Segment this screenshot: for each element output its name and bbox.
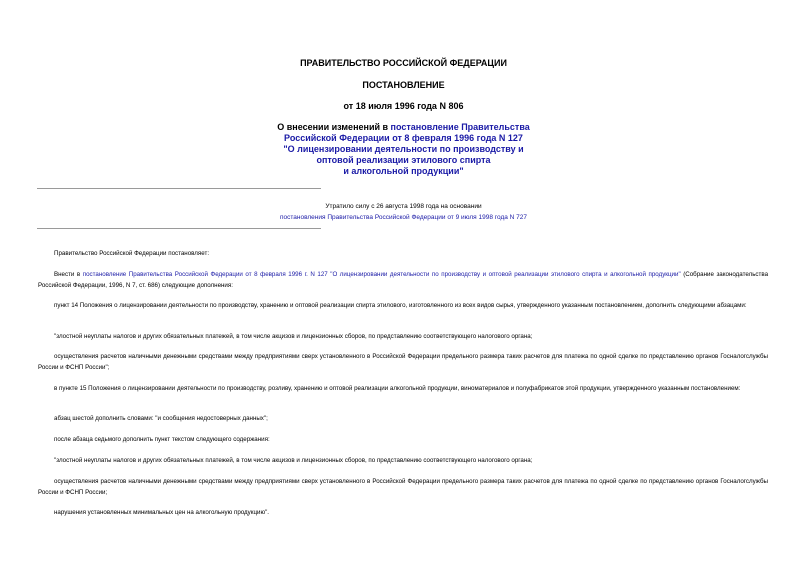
title-link-line-5[interactable]: и алкогольной продукции" xyxy=(343,166,464,176)
title-link-line-1[interactable]: постановление Правительства xyxy=(390,122,530,132)
government-heading: ПРАВИТЕЛЬСТВО РОССИЙСКОЙ ФЕДЕРАЦИИ xyxy=(300,58,507,68)
paragraph-2-link[interactable]: постановление Правительства Российской Федерации от 8 февраля 1996 г. N 127 "О лицензировании деятельности по производству и оптовой реализации этилового спирта и алкогольной продукции" xyxy=(82,271,681,278)
title-link-line-2[interactable]: Российской Федерации от 8 февраля 1996 года N 127 xyxy=(284,133,523,143)
paragraph-2-suffix: (Собрание законодательства Российской Федерации, 1996, N 7, ст. 686) следующие дополнения: xyxy=(38,271,769,289)
divider-top xyxy=(37,188,321,189)
paragraph-4: "злостной неуплаты налогов и других обязательных платежей, в том числе акцизов и лицензионных сборов, по представлению соответствующего налогового органа; xyxy=(54,333,533,340)
paragraph-9: "злостной неуплаты налогов и других обязательных платежей, в том числе акцизов и лицензионных сборов, по представлению соответствующего налогового органа; xyxy=(54,457,533,464)
title-prefix: О внесении изменений в xyxy=(277,122,391,132)
paragraph-5: осуществления расчетов наличными денежными средствами между предприятиями сверх установленного в Российской Федерации предельного размера таких расчетов для платежа по одной сделке по представлению органов Госналогслужбы России и ФСНП России"; xyxy=(38,353,768,371)
paragraph-7: абзац шестой дополнить словами: "и сообщения недостоверных данных"; xyxy=(54,415,268,422)
paragraph-11: нарушения установленных минимальных цен на алкогольную продукцию". xyxy=(54,509,270,516)
repeal-note-link[interactable]: постановления Правительства Российской Федерации от 9 июля 1998 года N 727 xyxy=(279,214,528,221)
paragraph-2-prefix: Внести в xyxy=(54,271,83,278)
document-type: ПОСТАНОВЛЕНИЕ xyxy=(362,80,445,90)
title-link-line-3[interactable]: "О лицензировании деятельности по производству и xyxy=(283,144,524,154)
paragraph-10: осуществления расчетов наличными денежными средствами между предприятиями сверх установленного в Российской Федерации предельного размера таких расчетов для платежа по одной сделке по представлению органов Госналогслужбы России и ФСНП России; xyxy=(38,478,768,496)
repeal-note-text: Утратило силу с 26 августа 1998 года на основании xyxy=(325,203,482,210)
document-date: от 18 июля 1996 года N 806 xyxy=(343,101,464,111)
paragraph-2 xyxy=(38,270,768,291)
title-link-line-4[interactable]: оптовой реализации этилового спирта xyxy=(316,155,491,165)
paragraph-6: в пункте 15 Положения о лицензировании деятельности по производству, розливу, хранению и оптовой реализации алкогольной продукции, виноматериалов и полуфабрикатов этой продукции, утвержденного указанным постановлением: xyxy=(54,385,741,392)
divider-bottom xyxy=(37,228,321,229)
paragraph-8: после абзаца седьмого дополнить пункт текстом следующего содержания: xyxy=(54,436,270,443)
paragraph-1: Правительство Российской Федерации постановляет: xyxy=(54,250,210,257)
repeal-note xyxy=(0,201,807,223)
document-title xyxy=(0,122,807,177)
paragraph-3: пункт 14 Положения о лицензировании деятельности по производству, хранению и оптовой реализации спирта этилового, изготовленного из всех видов сырья, утвержденного указанным постановлением, дополнить следующими абзацами: xyxy=(54,302,747,309)
